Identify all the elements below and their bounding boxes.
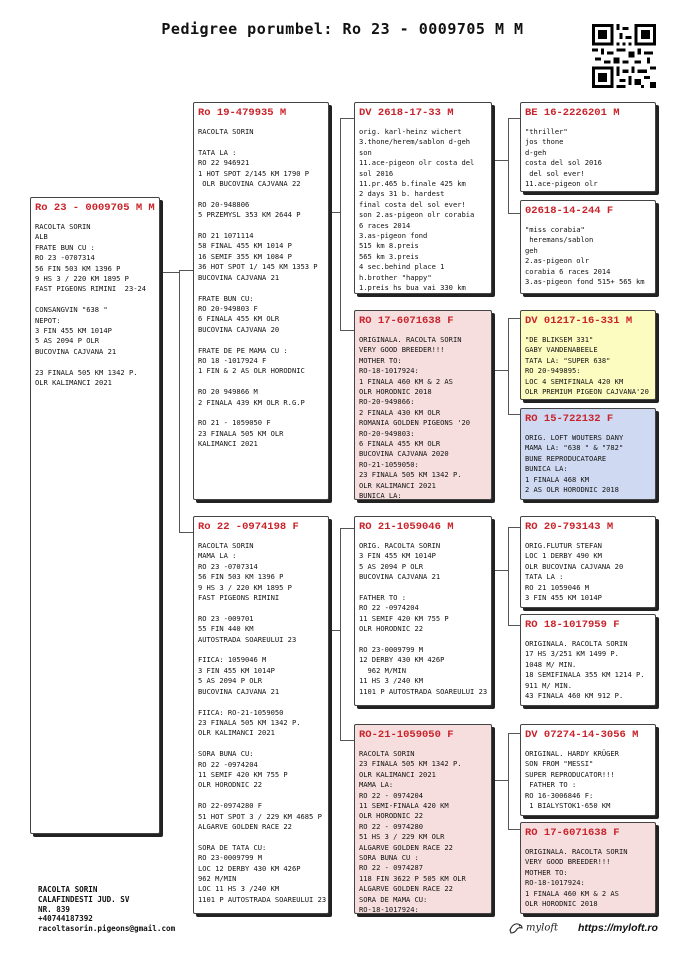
dsd-ring-number: RO 18-1017959 F: [525, 619, 620, 631]
website-link[interactable]: https://myloft.ro: [578, 922, 658, 934]
sire-sire-notes: orig. karl-heinz wichert 3.thone/herem/sablon d-geh son 11.ace-pigeon olr costa del sol 2016 11.pr.465 b.finale 425 km 2 days 31 b. hardest final costa del sol ever! son 2.as-pigeon olr corabia 6 races 2014 3.as-pigeon fond 515 km 8.preis 565 km 3.preis 4 sec.behind place 1 h.brother "happy" 1.preis hs bua vai 330 km: [359, 127, 475, 293]
dss-card: [520, 516, 656, 608]
dss-ring-number: RO 20-793143 M: [525, 521, 614, 533]
sire-dam-notes: ORIGINALA. RACOLTA SORIN VERY GOOD BREEDER!!! MOTHER TO: RO-18-1017924: 1 FINALA 460 KM & 2 AS OLR HORODNIC 2018 RO-20-949866: 2 FINALA 430 KM OLR ROMANIA GOLDEN PIGEONS '20 RO-20-949803: 6 FINALA 455 KM OLR BUCOVINA CAJVANA 2020 RO-21-1059050: 23 FINALA 505 KM 1342 P. OLR KALIMANCI 2021 BUNICA LA:: [359, 335, 471, 500]
dam-dam-ring-number: RO-21-1059050 F: [359, 729, 454, 741]
sss-ring-number: BE 16-2226201 M: [525, 107, 620, 119]
ssd-card: [520, 200, 656, 294]
sds-notes: "DE BLIKSEM 331" GABY VANDENABEELE TATA LA: "SUPER 638" RO 20-949895: LOC 4 SEMIFINALA 420 KM OLR PREMIUM PIGEON CAJVANA'20: [525, 335, 649, 397]
subject-notes: RACOLTA SORIN ALB FRATE BUN CU : RO 23 -0707314 56 FIN 503 KM 1396 P 9 HS 3 / 220 KM 1895 P FAST PIGEONS RIMINI 23-24 CONSANGVIN "638 " NEPOT: 3 FIN 455 KM 1014P 5 AS 2094 P OLR BUCOVINA CAJVANA 21 23 FINALA 505 KM 1342 P. OLR KALIMANCI 2021: [35, 222, 147, 388]
sire-ring-number: Ro 19-479935 M: [198, 107, 287, 119]
sire-card: [193, 102, 329, 500]
dam-sire-ring-number: RO 21-1059046 M: [359, 521, 454, 533]
brand-logo-text: myloft: [526, 922, 559, 934]
pigeon-icon: [508, 920, 524, 936]
sss-notes: "thriller" jos thone d-geh costa del sol 2016 del sol ever! 11.ace-pigeon olr: [525, 127, 602, 189]
dam-dam-card: [354, 724, 492, 914]
subject-ring-number: Ro 23 - 0009705 M M: [35, 202, 155, 214]
owner-contact: RACOLTA SORIN CALAFINDESTI JUD. SV NR. 839 +40744187392 racoltasorin.pigeons@gmail.com: [38, 885, 176, 934]
sire-sire-ring-number: DV 2618-17-33 M: [359, 107, 454, 119]
sss-card: [520, 102, 656, 192]
dam-card: [193, 516, 329, 914]
qr-code: [592, 24, 656, 88]
ddd-notes: ORIGINALA. RACOLTA SORIN VERY GOOD BREEDER!!! MOTHER TO: RO-18-1017924: 1 FINALA 460 KM & 2 AS OLR HORODNIC 2018: [525, 847, 628, 909]
sire-sire-card: [354, 102, 492, 294]
sdd-notes: ORIG. LOFT WOUTERS DANY MAMA LA: "638 " & "782" BUNE REPRODUCATOARE BUNICA LA: 1 FINALA 468 KM 2 AS OLR HORODNIC 2018: [525, 433, 624, 495]
ddd-ring-number: RO 17-6071638 F: [525, 827, 620, 839]
dsd-notes: ORIGINALA. RACOLTA SORIN 17 HS 3/251 KM 1499 P. 1048 M/ MIN. 18 SEMIFINALA 355 KM 1214 P. 911 M/ MIN. 43 FINALA 460 KM 912 P.: [525, 639, 645, 701]
dam-sire-notes: ORIG. RACOLTA SORIN 3 FIN 455 KM 1014P 5 AS 2094 P OLR BUCOVINA CAJVANA 21 FATHER TO : RO 22 -0974204 11 SEMIF 420 KM 755 P OLR HORODNIC 22 RO 23-0009799 M 12 DERBY 430 KM 426P 962 M/MIN 11 HS 3 /240 KM 1101 P AUTOSTRADA SOAREULUI 23: [359, 541, 488, 696]
dss-notes: ORIG.FLUTUR STEFAN LOC 1 DERBY 490 KM OLR BUCOVINA CAJVANA 20 TATA LA : RO 21 1059046 M 3 FIN 455 KM 1014P: [525, 541, 624, 603]
dam-dam-notes: RACOLTA SORIN 23 FINALA 505 KM 1342 P. OLR KALIMANCI 2021 MAMA LA: RO 22 - 0974204 11 SEMI-FINALA 420 KM OLR HORODNIC 22 RO 22 - 0974280 51 HS 3 / 229 KM OLR ALGARVE GOLDEN RACE 22 SORA BUNA CU : RO 22 - 0974287 118 FIN 3622 P 505 KM OLR ALGARVE GOLDEN RACE 22 SORA DE MAMA CU: RO-18-1017924:: [359, 749, 466, 914]
dam-sire-card: [354, 516, 492, 706]
subject-card: [30, 197, 160, 834]
ddd-card: [520, 822, 656, 914]
dam-ring-number: Ro 22 -0974198 F: [198, 521, 299, 533]
ssd-ring-number: 02618-14-244 F: [525, 205, 614, 217]
dds-ring-number: DV 07274-14-3056 M: [525, 729, 639, 741]
sds-card: [520, 310, 656, 400]
sdd-ring-number: RO 15-722132 F: [525, 413, 614, 425]
sire-dam-ring-number: RO 17-6071638 F: [359, 315, 454, 327]
brand-logo: [508, 920, 558, 936]
sire-dam-card: [354, 310, 492, 500]
sire-notes: RACOLTA SORIN TATA LA : RO 22 946921 1 HOT SPOT 2/145 KM 1790 P OLR BUCOVINA CAJVANA 22 RO 20-948806 5 PRZEMYSL 353 KM 2644 P RO 21 1071114 58 FINAL 455 KM 1014 P 16 SEMIF 355 KM 1084 P 36 HOT SPOT 1/ 145 KM 1353 P BUCOVINA CAJVANA 21 FRATE BUN CU: RO 20-949803 F 6 FINALA 455 KM OLR BUCOVINA CAJVANA 20 FRATE DE PE MAMA CU : RO 18 -1017924 F 1 FIN & 2 AS OLR HORODNIC RO 20 949866 M 2 FINALA 439 KM OLR R.G.P RO 21 - 1059050 F 23 FINALA 505 KM OLR KALIMANCI 2021: [198, 127, 318, 449]
sdd-card: [520, 408, 656, 500]
dds-notes: ORIGINAL. HARDY KRÜGER SON FROM "MESSI" SUPER REPRODUCATOR!!! FATHER TO : RO 16-3006846 F: 1 BIALYSTOK1-650 KM: [525, 749, 619, 811]
dam-notes: RACOLTA SORIN MAMA LA : RO 23 -0707314 56 FIN 503 KM 1396 P 9 HS 3 / 220 KM 1895 P FAST PIGEONS RIMINI RO 23 -009701 55 FIN 440 KM AUTOSTRADA SOAREULUI 23 FIICA: 1059046 M 3 FIN 455 KM 1014P 5 AS 2094 P OLR BUCOVINA CAJVANA 21 FIICA: RO-21-1059050 23 FINALA 505 KM 1342 P. OLR KALIMANCI 2021 SORA BUNA CU: RO 22 -0974204 11 SEMIF 420 KM 755 P OLR HORODNIC 22 RO 22-0974280 F 51 HOT SPOT 3 / 229 KM 4685 P ALGARVE GOLDEN RACE 22 SORA DE TATA CU: RO 23-0009799 M LOC 12 DERBY 430 KM 426P 962 M/MIN LOC 11 HS 3 /240 KM 1101 P AUTOSTRADA SOAREULUI 23: [198, 541, 327, 904]
page-title: Pedigree porumbel: Ro 23 - 0009705 M M: [161, 20, 524, 38]
ssd-notes: "miss corabia" heremans/sablon geh 2.as-pigeon olr corabia 6 races 2014 3.as-pigeon fond 515+ 565 km: [525, 225, 645, 287]
dsd-card: [520, 614, 656, 706]
dds-card: [520, 724, 656, 816]
sds-ring-number: DV 01217-16-331 M: [525, 315, 633, 327]
